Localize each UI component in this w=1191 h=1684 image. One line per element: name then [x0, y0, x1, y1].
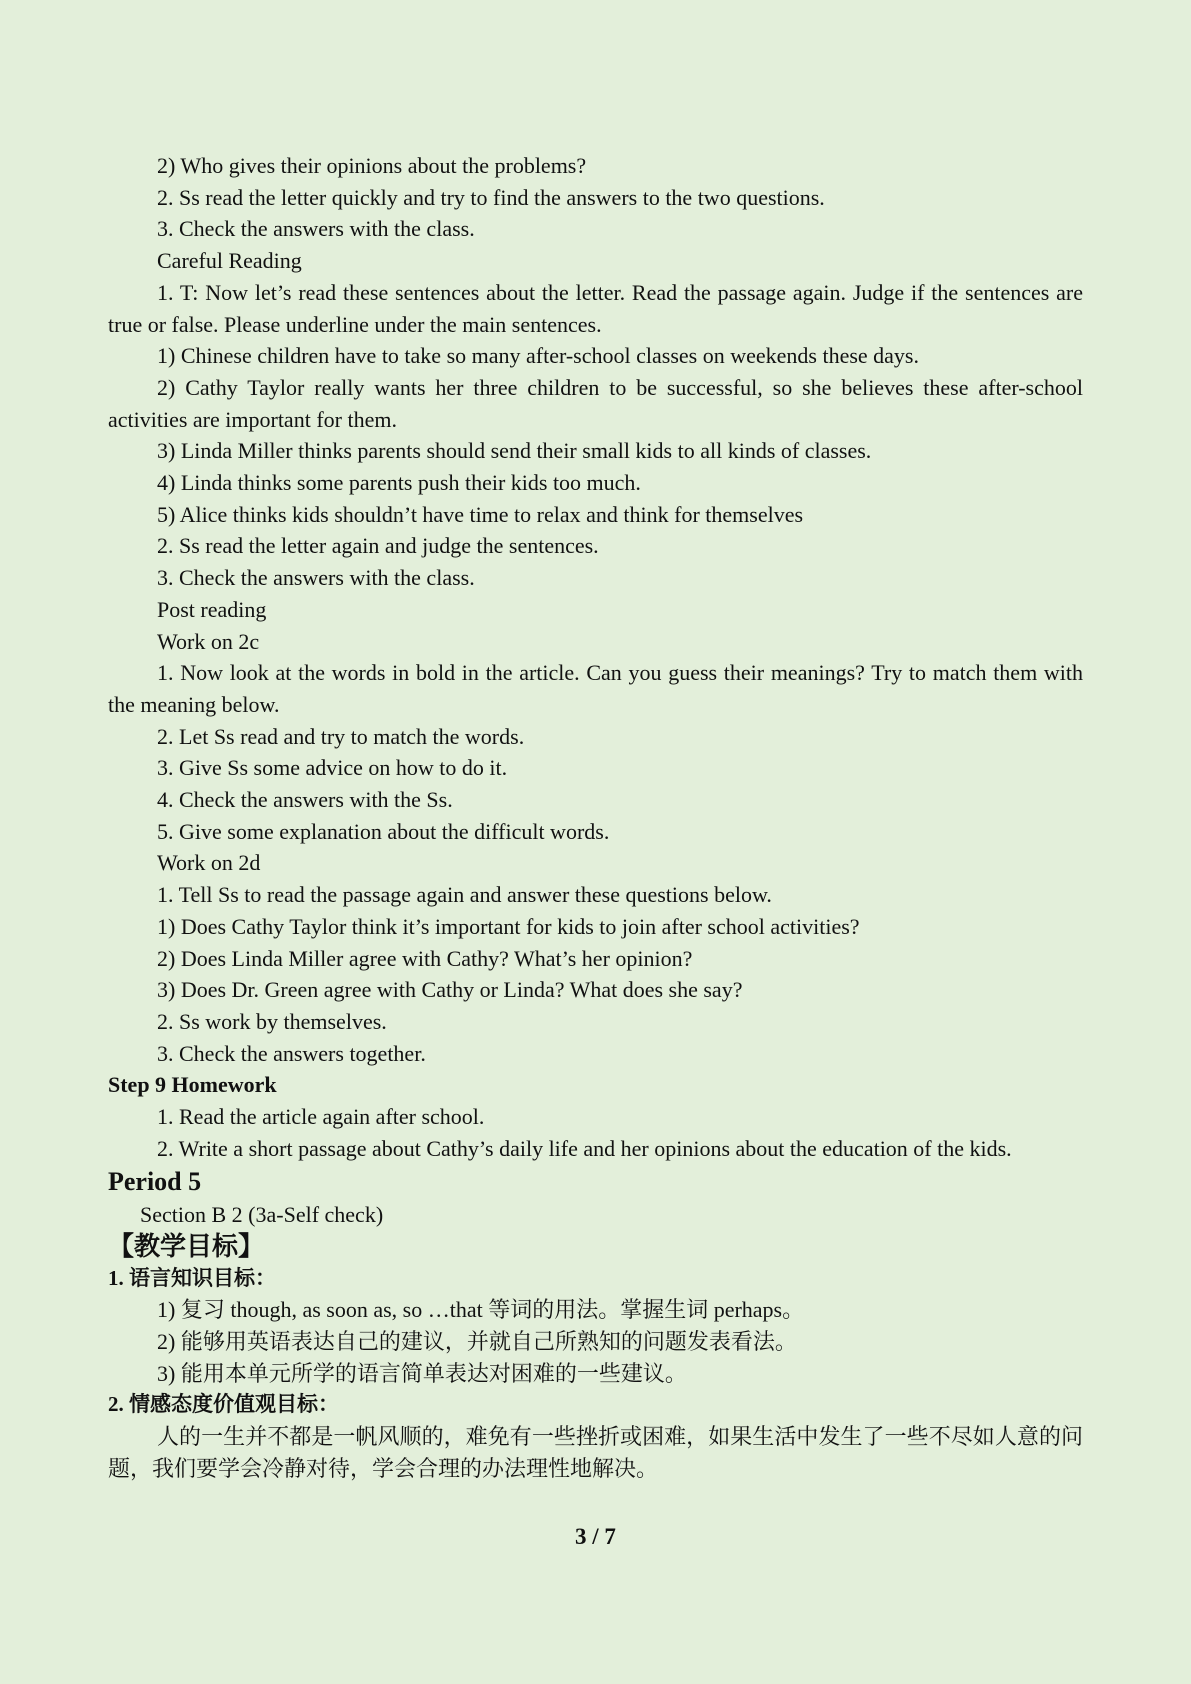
- text-line: 5) Alice thinks kids shouldn’t have time to relax and think for themselves: [157, 501, 804, 527]
- section-label: Section B 2 (3a-Self check): [140, 1201, 384, 1227]
- document-body: [108, 150, 1083, 1484]
- goal-1-heading: 1. 语言知识目标：: [108, 1265, 276, 1290]
- text-line: 5. Give some explanation about the difficult words.: [157, 818, 610, 844]
- period-heading: Period 5: [108, 1166, 202, 1196]
- page-number: 3 / 7: [575, 1524, 616, 1549]
- text-line: 1) 复习 though, as soon as, so …that 等词的用法。掌握生词 perhaps。: [157, 1297, 805, 1323]
- subheading-work-2c: Work on 2c: [157, 628, 260, 654]
- subheading-work-2d: Work on 2d: [157, 850, 261, 876]
- text-line: 2. Ss read the letter quickly and try to find the answers to the two questions.: [157, 184, 825, 210]
- subheading-careful-reading: Careful Reading: [157, 248, 302, 274]
- text-line: 1) Chinese children have to take so many after-school classes on weekends these days.: [157, 343, 919, 369]
- text-line: 3) Does Dr. Green agree with Cathy or Linda? What does she say?: [157, 977, 743, 1003]
- text-paragraph: 2. Write a short passage about Cathy’s daily life and her opinions about the education of the kids.: [157, 1135, 1012, 1161]
- goal-2-heading: 2. 情感态度价值观目标：: [108, 1392, 339, 1417]
- text-line: 2) 能够用英语表达自己的建议，并就自己所熟知的问题发表看法。: [157, 1328, 797, 1354]
- step-9-heading: Step 9 Homework: [108, 1072, 277, 1098]
- text-paragraph: 1. Now look at the words in bold in the article. Can you guess their meanings? Try to match them with the meaning below.: [108, 660, 1083, 717]
- text-line: 4. Check the answers with the Ss.: [157, 787, 453, 813]
- goals-heading: 【教学目标】: [108, 1231, 265, 1261]
- text-paragraph: 2) Cathy Taylor really wants her three children to be successful, so she believes these after-school activities are important for them.: [108, 374, 1083, 432]
- text-line: 2. Ss work by themselves.: [157, 1008, 387, 1034]
- text-line: 3. Check the answers with the class.: [157, 216, 475, 242]
- text-line: 1) Does Cathy Taylor think it’s important for kids to join after school activities?: [157, 913, 860, 939]
- text-line: 3) 能用本单元所学的语言简单表达对困难的一些建议。: [157, 1360, 687, 1386]
- text-line: 3) Linda Miller thinks parents should send their small kids to all kinds of classes.: [157, 438, 872, 464]
- text-line: 2. Ss read the letter again and judge the sentences.: [157, 533, 599, 559]
- text-line: 2) Who gives their opinions about the problems?: [157, 153, 587, 178]
- text-line: 2. Let Ss read and try to match the words.: [157, 723, 525, 749]
- text-paragraph: 人的一生并不都是一帆风顺的，难免有一些挫折或困难，如果生活中发生了一些不尽如人意的问题，我们要学会冷静对待，学会合理的办法理性地解决。: [108, 1424, 1083, 1481]
- text-paragraph: 1. T: Now let’s read these sentences about the letter. Read the passage again. Judge if the sentences are true or false. Please underline under the main sentences.: [108, 279, 1083, 337]
- text-line: 2) Does Linda Miller agree with Cathy? What’s her opinion?: [157, 945, 693, 971]
- text-line: 3. Give Ss some advice on how to do it.: [157, 755, 508, 781]
- subheading-post-reading: Post reading: [157, 596, 267, 622]
- text-line: 4) Linda thinks some parents push their kids too much.: [157, 470, 641, 496]
- text-line: 1. Tell Ss to read the passage again and answer these questions below.: [157, 882, 772, 908]
- text-line: 3. Check the answers with the class.: [157, 565, 475, 591]
- text-line: 3. Check the answers together.: [157, 1040, 426, 1066]
- text-line: 1. Read the article again after school.: [157, 1104, 485, 1130]
